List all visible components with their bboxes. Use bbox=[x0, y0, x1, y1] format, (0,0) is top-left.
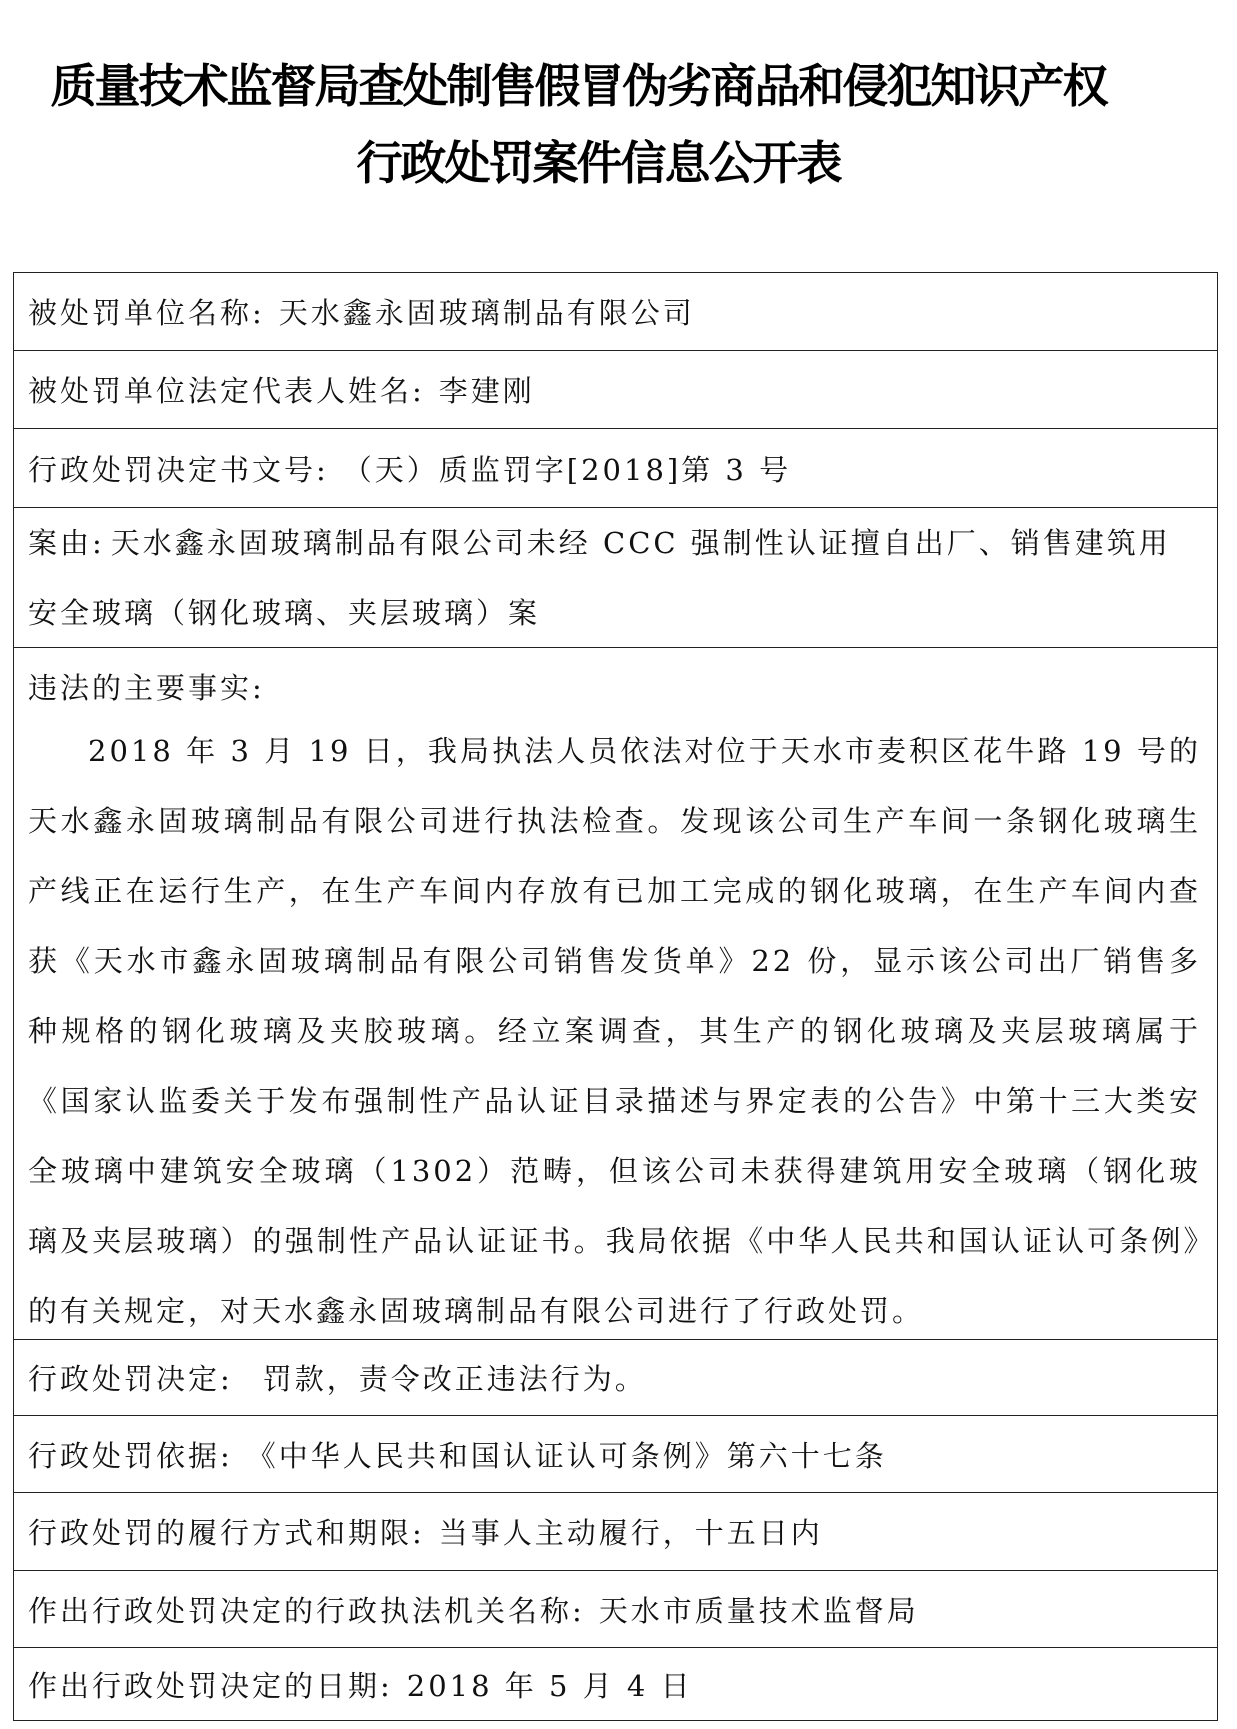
row-facts bbox=[14, 648, 1217, 1340]
document-title-line1: 质量技术监督局查处制售假冒伪劣商品和侵犯知识产权 bbox=[50, 59, 1107, 113]
facts-body: 2018 年 3 月 19 日，我局执法人员依法对位于天水市麦积区花牛路 19 号的天水鑫永固玻璃制品有限公司进行执法检查。发现该公司生产车间一条钢化玻璃生产线正在运行生产，在生产车间内存放有已加工完成的钢化玻璃，在生产车间内查获《天水市鑫永固玻璃制品有限公司销售发货单》22 份，显示该公司出厂销售多种规格的钢化玻璃及夹胶玻璃。经立案调查，其生产的钢化玻璃及夹层玻璃属于《国家认监委关于发布强制性产品认证目录描述与界定表的公告》中第十三大类安全玻璃中建筑安全玻璃（1302）范畴，但该公司未获得建筑用安全玻璃（钢化玻璃及夹层玻璃）的强制性产品认证证书。我局依据《中华人民共和国认证认可条例》的有关规定，对天水鑫永固玻璃制品有限公司进行了行政处罚。 bbox=[28, 734, 1201, 1328]
facts-label: 违法的主要事实: bbox=[28, 671, 265, 705]
performance-label: 行政处罚的履行方式和期限: bbox=[28, 1516, 425, 1550]
doc-no-value: （天）质监罚字[2018]第 3 号 bbox=[342, 452, 792, 487]
date-label: 作出行政处罚决定的日期: bbox=[28, 1668, 393, 1703]
info-table bbox=[13, 272, 1218, 1721]
legal-rep-label: 被处罚单位法定代表人姓名: bbox=[28, 374, 425, 408]
case-reason-value: 天水鑫永固玻璃制品有限公司未经 CCC 强制性认证擅自出厂、销售建筑用安全玻璃（钢化玻璃、夹层玻璃）案 bbox=[28, 526, 1171, 630]
row-legal-rep bbox=[14, 351, 1217, 429]
basis-value: 《中华人民共和国认证认可条例》第六十七条 bbox=[246, 1438, 887, 1473]
unit-name-label: 被处罚单位名称: bbox=[28, 296, 265, 330]
row-unit-name bbox=[14, 273, 1217, 351]
legal-rep-value: 李建刚 bbox=[438, 374, 535, 408]
row-case-reason bbox=[14, 508, 1217, 648]
decision-label: 行政处罚决定: bbox=[28, 1362, 233, 1396]
row-performance bbox=[14, 1493, 1217, 1571]
basis-label: 行政处罚依据: bbox=[28, 1438, 233, 1473]
row-decision bbox=[14, 1340, 1217, 1416]
row-authority bbox=[14, 1571, 1217, 1648]
unit-name-value: 天水鑫永固玻璃制品有限公司 bbox=[278, 296, 695, 330]
document-title-line2: 行政处罚案件信息公开表 bbox=[356, 136, 841, 190]
authority-label: 作出行政处罚决定的行政执法机关名称: bbox=[28, 1593, 585, 1628]
row-basis bbox=[14, 1416, 1217, 1493]
performance-value: 当事人主动履行，十五日内 bbox=[438, 1516, 823, 1550]
authority-value: 天水市质量技术监督局 bbox=[598, 1593, 919, 1628]
row-doc-no bbox=[14, 429, 1217, 508]
case-reason-label: 案由: bbox=[28, 526, 105, 560]
date-value: 2018 年 5 月 4 日 bbox=[406, 1668, 693, 1703]
doc-no-label: 行政处罚决定书文号: bbox=[28, 452, 329, 487]
row-date bbox=[14, 1648, 1217, 1720]
decision-value: 罚款，责令改正违法行为。 bbox=[262, 1362, 647, 1396]
